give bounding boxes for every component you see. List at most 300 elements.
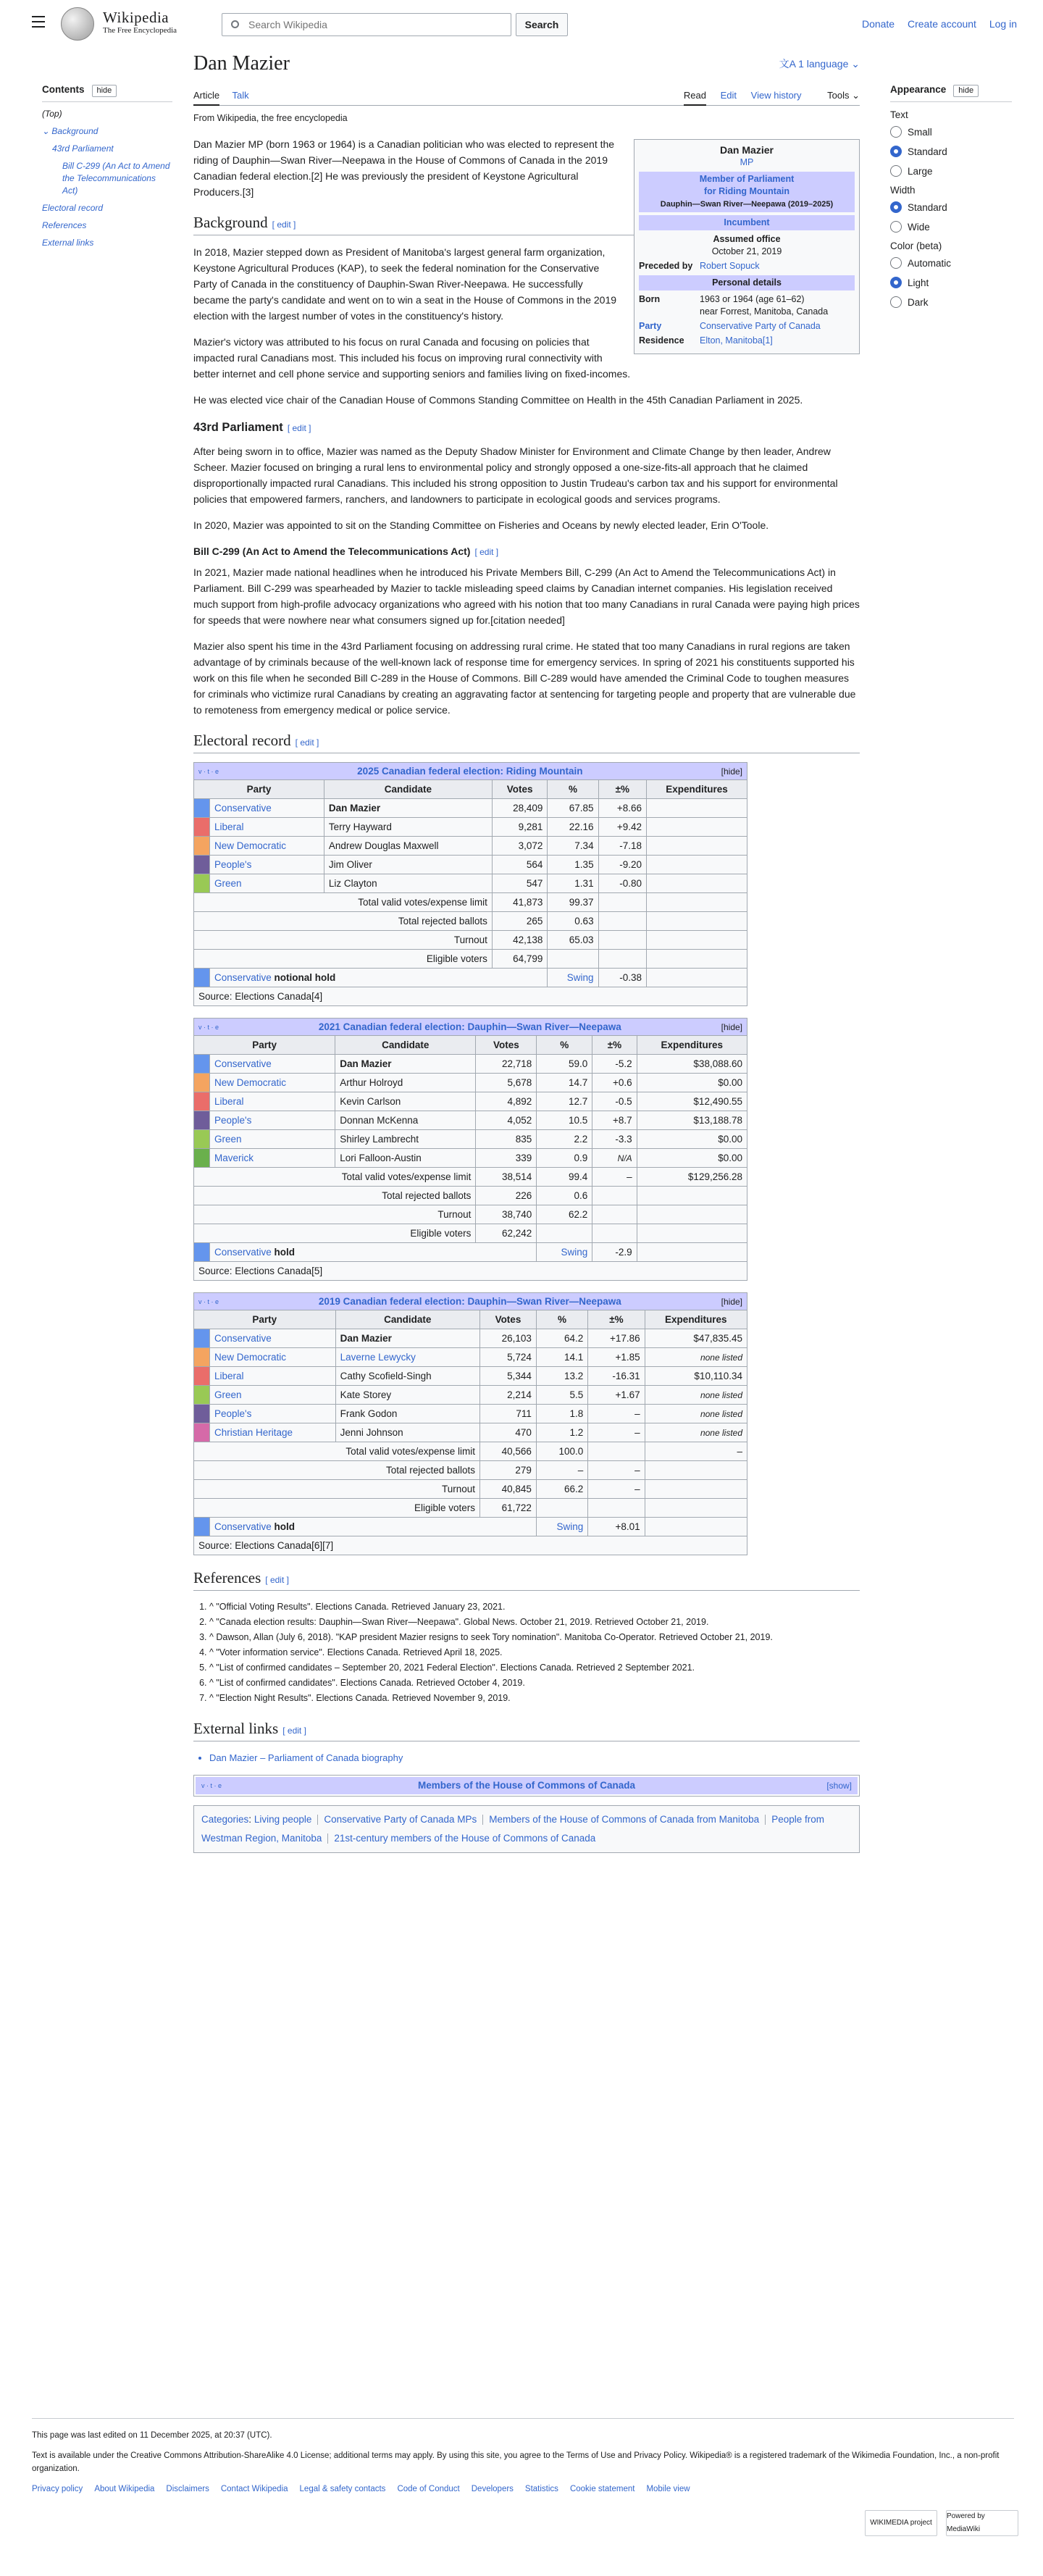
change-cell: -9.20 [598, 856, 646, 874]
infobox-born: Born 1963 or 1964 (age 61–62) near Forrest, Manitoba, Canada [639, 294, 829, 317]
total-label: Eligible voters [194, 950, 493, 969]
table-row [194, 1149, 747, 1168]
percent-cell: – [536, 1461, 587, 1480]
paragraph: In 2018, Mazier stepped down as President of Manitoba's largest general farm organization, Keystone Agricultural Produces (KAP), to seek the federal nomination for the Conservative Party of Canada in the constituency of Dauphin-Swan River-Neepawa. He successfully became the party's candidate and went on to win a seat in the House of Commons in the 2019 election with the largest number of votes in the constituency's history. [193, 246, 617, 322]
column-header: ±% [598, 780, 646, 799]
edit-link[interactable]: [ edit ] [282, 1726, 306, 1736]
table-title[interactable]: 2021 Canadian federal election: Dauphin—Swan River—Neepawa [318, 1021, 621, 1032]
party-color-swatch [194, 1243, 210, 1262]
footer-link[interactable]: Privacy policy [32, 2485, 83, 2493]
column-header: Expenditures [645, 1310, 747, 1329]
vte-links[interactable]: v · t · e [198, 1297, 219, 1305]
page-tabs [193, 85, 860, 106]
table-row [194, 856, 747, 874]
toc-item-top[interactable]: (Top) [42, 109, 62, 119]
percent-cell: 0.63 [548, 912, 598, 931]
total-label: Total valid votes/expense limit [194, 1168, 476, 1187]
hold-label [210, 1243, 537, 1262]
column-header: Candidate [335, 1310, 479, 1329]
table-title[interactable]: 2025 Canadian federal election: Riding Mountain [357, 765, 583, 777]
expenditure-cell [637, 1205, 747, 1224]
toc-item-43rd[interactable]: 43rd Parliament [52, 143, 114, 154]
category-link[interactable]: Conservative Party of Canada MPs [324, 1814, 477, 1825]
user-links [852, 18, 1017, 30]
footer-link[interactable]: Code of Conduct [397, 2485, 460, 2493]
candidate-name[interactable]: Laverne Lewycky [335, 1348, 479, 1367]
site-header [0, 0, 1043, 46]
total-label: Eligible voters [194, 1499, 480, 1518]
wikimedia-badge[interactable]: WIKIMEDIA project [865, 2510, 937, 2536]
appearance-title: Appearance [890, 84, 947, 95]
candidate-name: Dan Mazier [324, 799, 492, 818]
total-row [194, 1480, 747, 1499]
candidate-name: Kate Storey [335, 1386, 479, 1405]
votes-cell: 61,722 [480, 1499, 537, 1518]
color-automatic-radio[interactable]: Automatic [890, 257, 1012, 269]
expenditure-cell: $10,110.34 [645, 1367, 747, 1386]
change-cell [588, 1499, 645, 1518]
change-cell: -0.5 [592, 1092, 637, 1111]
expenditure-cell [645, 1461, 747, 1480]
language-button[interactable]: 文A 1 language ⌄ [779, 58, 860, 70]
infobox-personal: Personal details [639, 275, 855, 290]
percent-cell: 66.2 [536, 1480, 587, 1499]
categories-label[interactable]: Categories [201, 1814, 249, 1825]
expenditure-cell: none listed [645, 1348, 747, 1367]
votes-cell: 339 [476, 1149, 537, 1168]
expenditure-cell [647, 950, 747, 969]
edit-link[interactable]: [ edit ] [474, 547, 499, 557]
infobox-assumed: Assumed office October 21, 2019 [711, 234, 782, 256]
category-link[interactable]: Living people [254, 1814, 312, 1825]
percent-cell: 0.6 [537, 1187, 592, 1205]
footer-link[interactable]: Cookie statement [569, 2485, 635, 2493]
votes-cell: 279 [480, 1461, 537, 1480]
percent-cell: 2.2 [537, 1130, 592, 1149]
votes-cell: 470 [480, 1423, 537, 1442]
column-header: Expenditures [637, 1036, 747, 1055]
toc-item-bill[interactable]: Bill C-299 (An Act to Amend the Telecommunications Act) [62, 161, 170, 196]
votes-cell: 711 [480, 1405, 537, 1423]
footer-link[interactable]: Disclaimers [166, 2485, 209, 2493]
color-dark-radio[interactable]: Dark [890, 296, 1012, 308]
expenditure-cell: $0.00 [637, 1130, 747, 1149]
percent-cell: 22.16 [548, 818, 598, 837]
party-link[interactable]: Conservative [214, 971, 272, 983]
percent-cell: 14.1 [536, 1348, 587, 1367]
toc-hide-button[interactable]: hide [92, 85, 117, 97]
table-row [194, 1074, 747, 1092]
party-link[interactable]: New Democratic [210, 1074, 335, 1092]
license-text: Text is available under the Creative Commons Attribution-ShareAlike 4.0 License; additional terms may apply. By using this site, you agree to the Terms of Use and Privacy Policy. Wikipedia® is a registered trademark of the Wikimedia Foundation, Inc., a non-profit organization. [32, 2451, 1000, 2473]
percent-cell: 1.8 [536, 1405, 587, 1423]
table-row [194, 1055, 747, 1074]
percent-cell: 65.03 [548, 931, 598, 950]
table-row [194, 1329, 747, 1348]
expenditure-cell: $129,256.28 [637, 1168, 747, 1187]
column-header: % [548, 780, 598, 799]
column-header: Candidate [324, 780, 492, 799]
swing-value: -0.38 [598, 969, 646, 987]
percent-cell: 59.0 [537, 1055, 592, 1074]
election-table [193, 1018, 747, 1281]
party-color-swatch [194, 874, 210, 893]
party-color-swatch [194, 1055, 210, 1074]
hide-link[interactable]: [hide] [721, 766, 742, 777]
party-link[interactable]: People's [210, 1405, 336, 1423]
candidate-name: Arthur Holroyd [335, 1074, 476, 1092]
from-wikipedia: From Wikipedia, the free encyclopedia [193, 113, 348, 123]
party-link[interactable]: Conservative [210, 799, 324, 818]
expenditure-cell: $38,088.60 [637, 1055, 747, 1074]
reference-item: 7. ^ "Election Night Results". Elections Canada. Retrieved November 9, 2019. [209, 1691, 860, 1706]
change-cell: -16.31 [588, 1367, 645, 1386]
expenditure-cell [637, 1224, 747, 1243]
reference-item: 3. ^ Dawson, Allan (July 6, 2018). "KAP president Mazier resigns to seek Tory nomination". Manitoba Co-Operator. Retrieved October 21, 2019. [209, 1630, 860, 1645]
infobox-name: Dan Mazier [720, 144, 774, 156]
table-row [194, 1386, 747, 1405]
total-row [194, 1442, 747, 1461]
wikipedia-globe-logo[interactable] [61, 7, 94, 41]
party-color-swatch [194, 799, 210, 818]
width-wide-radio[interactable]: Wide [890, 221, 1012, 233]
translate-icon: 文A [779, 58, 799, 70]
color-label: Color (beta) [890, 241, 942, 251]
party-color-swatch [194, 1423, 210, 1442]
votes-cell: 564 [492, 856, 548, 874]
category-link[interactable]: Members of the House of Commons of Canada from Manitoba [489, 1814, 760, 1825]
tab-article[interactable]: Article [193, 90, 219, 106]
election-table [193, 1292, 747, 1555]
edit-link[interactable]: [ edit ] [295, 737, 319, 748]
footer-link[interactable]: Statistics [524, 2485, 558, 2493]
expenditure-cell: $0.00 [637, 1074, 747, 1092]
expenditure-cell [647, 856, 747, 874]
swing-link[interactable]: Swing [548, 969, 598, 987]
table-row [194, 1092, 747, 1111]
heading-external: External links [ edit ] [193, 1720, 860, 1741]
navbox-title[interactable]: Members of the House of Commons of Canada [417, 1780, 636, 1791]
election-tables [193, 762, 860, 1555]
expenditure-cell [645, 1480, 747, 1499]
category-link[interactable]: 21st-century members of the House of Commons of Canada [334, 1833, 596, 1844]
footer-link[interactable]: Developers [471, 2485, 514, 2493]
percent-cell: 64.2 [536, 1329, 587, 1348]
heading-background: Background [ edit ] [193, 214, 860, 235]
color-light-radio[interactable]: Light [890, 277, 1012, 288]
total-label: Eligible voters [194, 1224, 476, 1243]
change-cell: N/A [592, 1149, 637, 1168]
total-row [194, 1205, 747, 1224]
party-link[interactable]: Liberal [210, 1092, 335, 1111]
candidate-name: Donnan McKenna [335, 1111, 476, 1130]
paragraph: In 2021, Mazier made national headlines when he introduced his Private Members Bill, C-299 (An Act to Amend the Telecommunications Act) in Parliament. Bill C-299 was spearheaded by Mazier to tackle misleading speed claims by Canadian internet companies. His legislation received much support from high-profile advocacy organizations who agreed with his notion that too many Canadians in rural Canada were paying high prices for speeds that were nowhere near what consumers signed up for.[citation needed] [193, 566, 860, 626]
party-link[interactable]: Conservative [214, 1521, 272, 1532]
footer-link[interactable]: Mobile view [646, 2485, 690, 2493]
toc-item-electoral[interactable]: Electoral record [42, 203, 104, 213]
change-cell: -7.18 [598, 837, 646, 856]
votes-cell: 26,103 [480, 1329, 537, 1348]
total-row [194, 1168, 747, 1187]
candidate-name: Kevin Carlson [335, 1092, 476, 1111]
change-cell [592, 1224, 637, 1243]
footer-link[interactable]: About Wikipedia [94, 2485, 155, 2493]
expenditure-cell [647, 837, 747, 856]
percent-cell: 62.2 [537, 1205, 592, 1224]
width-standard-radio[interactable]: Standard [890, 201, 1012, 213]
change-cell: -3.3 [592, 1130, 637, 1149]
mediawiki-badge[interactable]: Powered by MediaWiki [946, 2510, 1018, 2536]
party-link[interactable]: People's [210, 856, 324, 874]
percent-cell: 13.2 [536, 1367, 587, 1386]
search-icon [231, 20, 239, 28]
tagline: The Free Encyclopedia [103, 26, 177, 35]
tab-edit[interactable]: Edit [720, 90, 737, 101]
paragraph: After being sworn in to office, Mazier was named as the Deputy Shadow Minister for Environment and Climate Change by then leader, Andrew Scheer. Mazier focused on bringing a rural lens to environmental policy and strongly opposed a one-size-fits-all approach that he claimed disproportionally impacted rural Canadians. This included his strong opposition to Justin Trudeau's carbon tax and his support for environmental policies that empowered farmers, ranchers, and landowners to participate in ecological goods and services programs. [193, 446, 838, 505]
change-cell: -0.80 [598, 874, 646, 893]
footer-link[interactable]: Contact Wikipedia [220, 2485, 288, 2493]
appearance-hide-button[interactable]: hide [953, 85, 979, 97]
change-cell: +8.66 [598, 799, 646, 818]
text-large-radio[interactable]: Large [890, 165, 1012, 177]
wordmark[interactable]: Wikipedia [103, 9, 169, 26]
party-link[interactable]: Green [210, 1386, 336, 1405]
party-color-swatch [194, 1348, 210, 1367]
party-link[interactable]: Christian Heritage [210, 1423, 336, 1442]
total-row [194, 1224, 747, 1243]
candidate-name: Dan Mazier [335, 1055, 476, 1074]
toc-item-external[interactable]: External links [42, 238, 94, 248]
infobox-post[interactable]: MP [740, 157, 754, 167]
percent-cell: 1.31 [548, 874, 598, 893]
text-small-radio[interactable]: Small [890, 126, 1012, 138]
percent-cell: 1.35 [548, 856, 598, 874]
votes-cell: 22,718 [476, 1055, 537, 1074]
toc-title: Contents [42, 84, 85, 95]
column-header: Party [194, 1310, 336, 1329]
tools-menu[interactable]: Tools ⌄ [827, 90, 860, 101]
hold-word: hold [271, 1521, 296, 1532]
text-label: Text [890, 109, 908, 120]
hold-word: hold [271, 1246, 296, 1258]
change-cell: – [592, 1168, 637, 1187]
party-color-swatch [194, 1367, 210, 1386]
votes-cell: 226 [476, 1187, 537, 1205]
hold-row [194, 1518, 747, 1536]
percent-cell: 99.4 [537, 1168, 592, 1187]
page-title: Dan Mazier [193, 52, 290, 75]
table-row [194, 799, 747, 818]
total-row [194, 931, 747, 950]
total-row [194, 1187, 747, 1205]
hold-label [210, 1518, 537, 1536]
party-link[interactable]: Conservative [210, 1329, 336, 1348]
percent-cell: 7.34 [548, 837, 598, 856]
party-link[interactable]: Green [210, 874, 324, 893]
hide-link[interactable]: [hide] [721, 1021, 742, 1032]
expenditure-cell [647, 912, 747, 931]
column-header: Votes [476, 1036, 537, 1055]
reference-item: 5. ^ "List of confirmed candidates – September 20, 2021 Federal Election". Elections Canada. Retrieved 2 September 2021. [209, 1660, 860, 1676]
total-label: Total rejected ballots [194, 1187, 476, 1205]
vte-links[interactable]: v · t · e [198, 1023, 219, 1031]
party-link[interactable]: Conservative [210, 1055, 335, 1074]
expenditure-cell [647, 818, 747, 837]
change-cell: – [588, 1405, 645, 1423]
expenditure-cell: none listed [645, 1386, 747, 1405]
change-cell [588, 1442, 645, 1461]
votes-cell: 3,072 [492, 837, 548, 856]
votes-cell: 5,724 [480, 1348, 537, 1367]
donate-link[interactable]: Donate [861, 18, 895, 30]
vte-links[interactable]: v · t · e [198, 767, 219, 775]
article-body [193, 136, 860, 1853]
paragraph: In 2020, Mazier was appointed to sit on the Standing Committee on Fisheries and Oceans by newly elected leader, Erin O'Toole. [193, 519, 769, 531]
main-menu-icon[interactable] [32, 16, 45, 28]
category-link[interactable]: People from Westman Region, Manitoba [201, 1814, 824, 1844]
votes-cell: 5,344 [480, 1367, 537, 1386]
change-cell [598, 950, 646, 969]
candidate-name: Jim Oliver [324, 856, 492, 874]
table-source: Source: Elections Canada[6][7] [194, 1536, 747, 1555]
search-button[interactable]: Search [516, 13, 568, 36]
party-color-swatch [194, 1518, 210, 1536]
search-input[interactable] [247, 17, 464, 32]
party-link[interactable]: Conservative [214, 1246, 272, 1258]
expenditure-cell [647, 893, 747, 912]
party-link[interactable]: New Democratic [210, 837, 324, 856]
tab-view-history[interactable]: View history [750, 90, 802, 101]
percent-cell: 67.85 [548, 799, 598, 818]
party-color-swatch [194, 1074, 210, 1092]
table-row [194, 1405, 747, 1423]
total-row [194, 1499, 747, 1518]
votes-cell: 38,740 [476, 1205, 537, 1224]
party-link[interactable]: Liberal [210, 1367, 336, 1386]
toc-item-background[interactable]: ⌄ Background [42, 126, 99, 136]
party-link[interactable]: Green [210, 1130, 335, 1149]
hold-label [210, 969, 548, 987]
candidate-name: Terry Hayward [324, 818, 492, 837]
swing-link[interactable]: Swing [536, 1518, 587, 1536]
toc-item-references[interactable]: References [42, 220, 87, 230]
percent-cell: 1.2 [536, 1423, 587, 1442]
percent-cell [536, 1499, 587, 1518]
expenditure-cell: none listed [645, 1405, 747, 1423]
votes-cell: 38,514 [476, 1168, 537, 1187]
column-header: ±% [588, 1310, 645, 1329]
expenditure-cell: $13,188.78 [637, 1111, 747, 1130]
categories-box: Categories: Living people Conservative Party of Canada MPs Members of the House of Commons of Canada from Manitoba People from Westman Region, Manitoba 21st-century members of the House of Commons of Canada [193, 1805, 860, 1853]
column-header: Expenditures [647, 780, 747, 799]
party-link[interactable]: Liberal [210, 818, 324, 837]
candidate-name: Liz Clayton [324, 874, 492, 893]
party-link[interactable]: New Democratic [210, 1348, 336, 1367]
table-row [194, 818, 747, 837]
votes-cell: 41,873 [492, 893, 548, 912]
total-row [194, 912, 747, 931]
percent-cell: 99.37 [548, 893, 598, 912]
votes-cell: 4,052 [476, 1111, 537, 1130]
hide-link[interactable]: [hide] [721, 1296, 742, 1307]
footer-links [32, 2483, 1014, 2496]
candidate-name: Andrew Douglas Maxwell [324, 837, 492, 856]
create-account-link[interactable]: Create account [908, 18, 976, 30]
navbox-vte[interactable]: v · t · e [201, 1782, 222, 1789]
swing-value: +8.01 [588, 1518, 645, 1536]
reference-item: 2. ^ "Canada election results: Dauphin—Swan River—Neepawa". Global News. October 21, 2019. Retrieved October 21, 2019. [209, 1615, 860, 1630]
tab-talk[interactable]: Talk [232, 90, 249, 101]
edit-link[interactable]: [ edit ] [265, 1575, 289, 1585]
table-of-contents [42, 84, 172, 254]
expenditure-cell: $47,835.45 [645, 1329, 747, 1348]
candidate-name: Cathy Scofield-Singh [335, 1367, 479, 1386]
change-cell: +1.85 [588, 1348, 645, 1367]
table-row [194, 1348, 747, 1367]
party-color-swatch [194, 1149, 210, 1168]
column-header: ±% [592, 1036, 637, 1055]
party-link[interactable]: Maverick [210, 1149, 335, 1168]
change-cell [598, 912, 646, 931]
text-standard-radio[interactable]: Standard [890, 146, 1012, 157]
column-header: Votes [480, 1310, 537, 1329]
search-box[interactable] [222, 13, 511, 36]
percent-cell: 5.5 [536, 1386, 587, 1405]
infobox-office: Member of Parliament for Riding Mountain Dauphin—Swan River—Neepawa (2019–2025) [639, 172, 855, 212]
expenditure-cell: $0.00 [637, 1149, 747, 1168]
heading-references: References [ edit ] [193, 1570, 860, 1591]
heading-electoral: Electoral record [ edit ] [193, 732, 860, 753]
candidate-name: Jenni Johnson [335, 1423, 479, 1442]
change-cell [592, 1187, 637, 1205]
swing-link[interactable]: Swing [537, 1243, 592, 1262]
percent-cell: 10.5 [537, 1111, 592, 1130]
table-source: Source: Elections Canada[5] [194, 1262, 747, 1281]
paragraph: Mazier's victory was attributed to his focus on rural Canada and focusing on policies that impacted rural Canadians most. This included his focus on improving rural connectivity with better internet and cell phone service and supporting seniors and families living on fixed-incomes. [193, 336, 631, 380]
votes-cell: 265 [492, 912, 548, 931]
table-row [194, 1367, 747, 1386]
party-color-swatch [194, 837, 210, 856]
election-table [193, 762, 747, 1006]
total-label: Turnout [194, 1205, 476, 1224]
party-color-swatch [194, 1130, 210, 1149]
expenditure-cell: – [645, 1442, 747, 1461]
votes-cell: 40,845 [480, 1480, 537, 1499]
edit-link[interactable]: [ edit ] [272, 219, 296, 230]
party-link[interactable]: People's [210, 1111, 335, 1130]
external-link[interactable]: • Dan Mazier – Parliament of Canada biography [209, 1750, 860, 1766]
infobox [634, 139, 860, 354]
edit-link[interactable]: [ edit ] [287, 423, 311, 433]
footer-link[interactable]: Legal & safety contacts [299, 2485, 386, 2493]
votes-cell: 40,566 [480, 1442, 537, 1461]
chevron-down-icon[interactable]: ⌄ [42, 126, 52, 136]
percent-cell [537, 1224, 592, 1243]
table-title[interactable]: 2019 Canadian federal election: Dauphin—Swan River—Neepawa [318, 1295, 621, 1307]
reference-item: 4. ^ "Voter information service". Elections Canada. Retrieved April 18, 2025. [209, 1645, 860, 1660]
navbox-show[interactable]: [show] [826, 1781, 852, 1791]
votes-cell: 42,138 [492, 931, 548, 950]
login-link[interactable]: Log in [989, 18, 1017, 30]
tab-read[interactable]: Read [684, 90, 706, 106]
table-header-row [194, 1310, 747, 1329]
change-cell: +0.6 [592, 1074, 637, 1092]
change-cell [598, 931, 646, 950]
infobox-preceded: Preceded by Robert Sopuck [639, 261, 760, 271]
votes-cell: 64,799 [492, 950, 548, 969]
candidate-name: Shirley Lambrecht [335, 1130, 476, 1149]
footer [32, 2418, 1014, 2533]
